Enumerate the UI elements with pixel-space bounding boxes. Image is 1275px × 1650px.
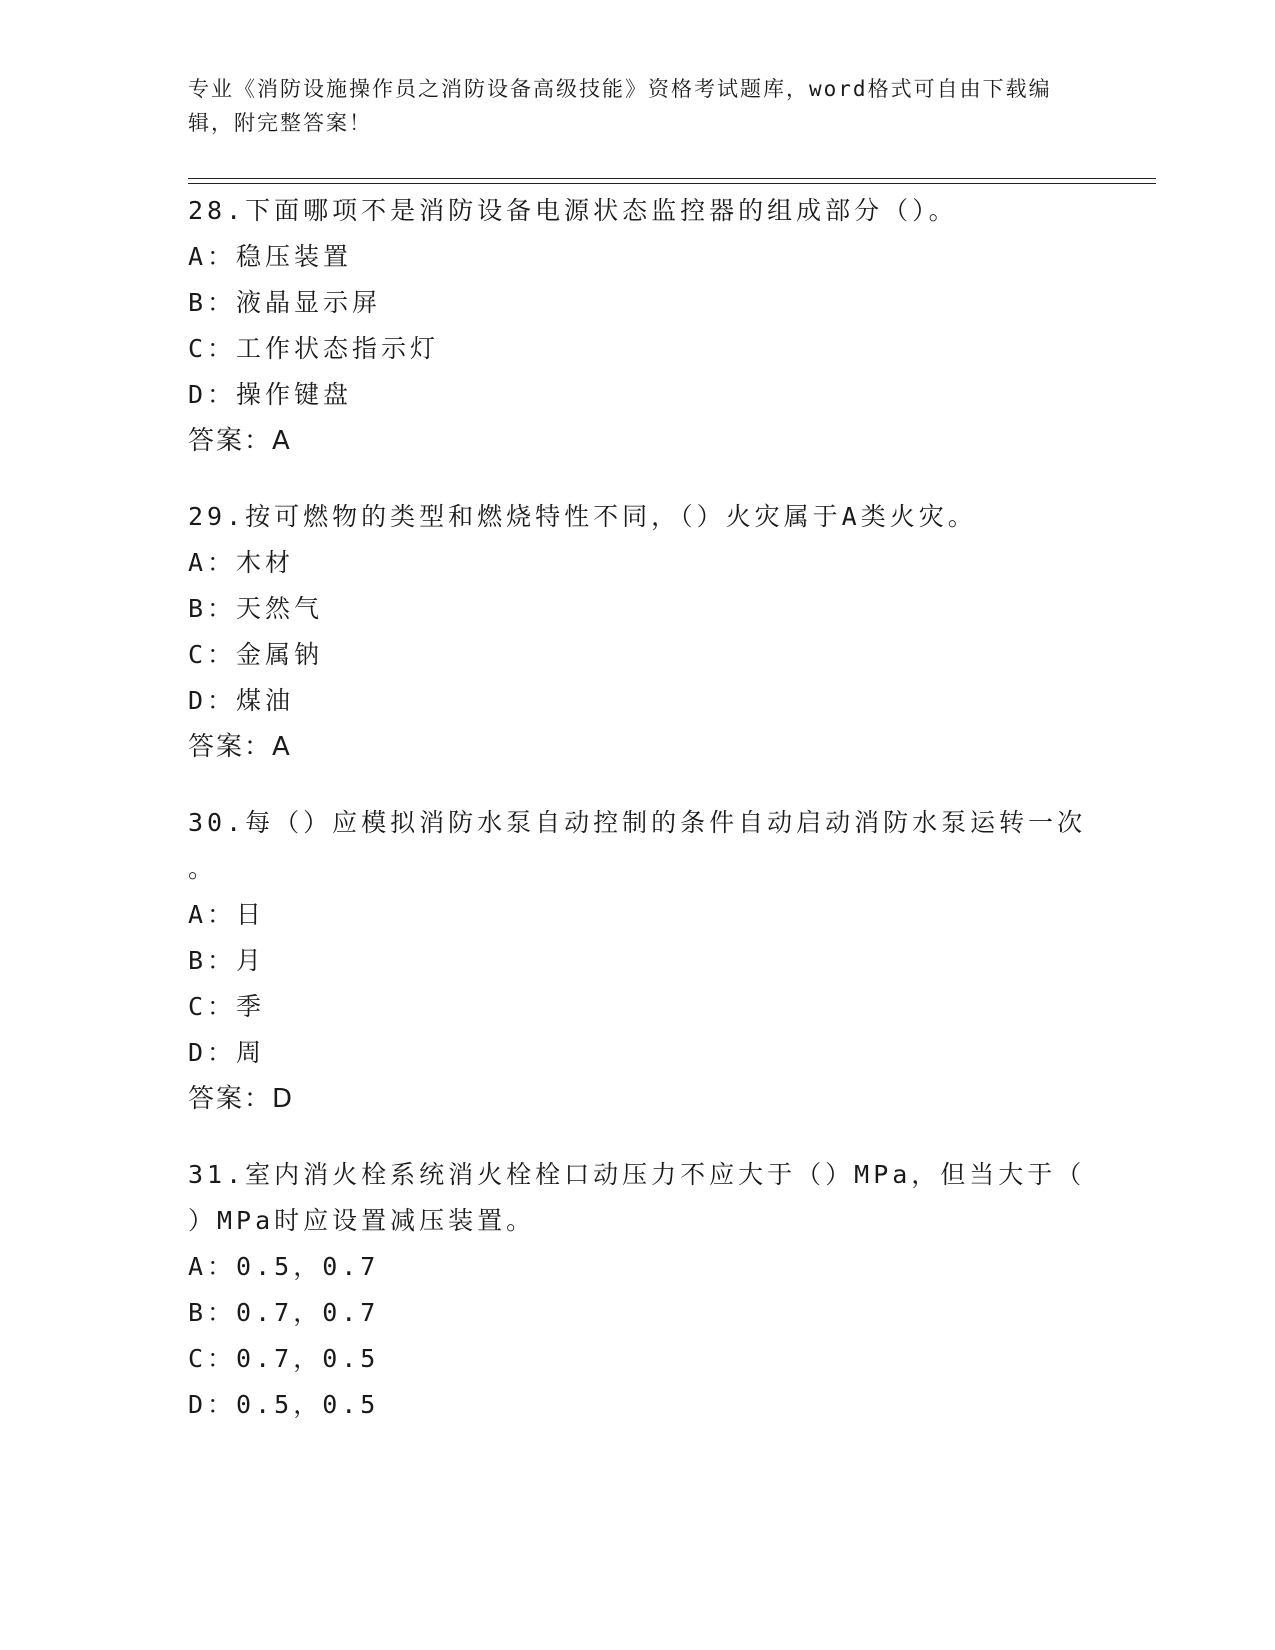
option-b: B：液晶显示屏 xyxy=(188,288,382,317)
option-c: C：季 xyxy=(188,992,266,1021)
question-28 xyxy=(188,188,1088,464)
question-30 xyxy=(188,800,1088,1122)
option-d: D：0.5，0.5 xyxy=(188,1390,380,1419)
question-stem-continuation: 。 xyxy=(188,854,218,883)
question-stem: 31.室内消火栓系统消火栓栓口动压力不应大于（）MPa，但当大于（ xyxy=(188,1160,1086,1189)
option-c: C：工作状态指示灯 xyxy=(188,334,440,363)
question-list xyxy=(188,188,1088,1458)
answer-line: 答案：A xyxy=(188,426,292,456)
option-c: C：0.7，0.5 xyxy=(188,1344,380,1373)
document-header: 专业《消防设施操作员之消防设备高级技能》资格考试题库，word格式可自由下载编辑，附完整答案！ xyxy=(188,77,1052,135)
answer-line: 答案：D xyxy=(188,1084,295,1114)
question-stem: 28.下面哪项不是消防设备电源状态监控器的组成部分（）。 xyxy=(188,196,958,225)
header-divider-top xyxy=(188,178,1156,179)
option-d: D：煤油 xyxy=(188,686,295,715)
option-a: A：木材 xyxy=(188,548,295,577)
question-29 xyxy=(188,494,1088,770)
option-a: A：稳压装置 xyxy=(188,242,353,271)
option-d: D：周 xyxy=(188,1038,266,1067)
question-31 xyxy=(188,1152,1088,1428)
option-d: D：操作键盘 xyxy=(188,380,353,409)
option-a: A：日 xyxy=(188,900,266,929)
question-stem: 29.按可燃物的类型和燃烧特性不同，（）火灾属于A类火灾。 xyxy=(188,502,977,531)
question-stem: 30.每（）应模拟消防水泵自动控制的条件自动启动消防水泵运转一次 xyxy=(188,808,1087,837)
option-a: A：0.5，0.7 xyxy=(188,1252,380,1281)
answer-line: 答案：A xyxy=(188,732,292,762)
question-stem-continuation: ）MPa时应设置减压装置。 xyxy=(188,1206,536,1235)
option-b: B：0.7，0.7 xyxy=(188,1298,380,1327)
option-b: B：天然气 xyxy=(188,594,324,623)
option-c: C：金属钠 xyxy=(188,640,324,669)
option-b: B：月 xyxy=(188,946,266,975)
header-divider-bottom xyxy=(188,183,1156,184)
